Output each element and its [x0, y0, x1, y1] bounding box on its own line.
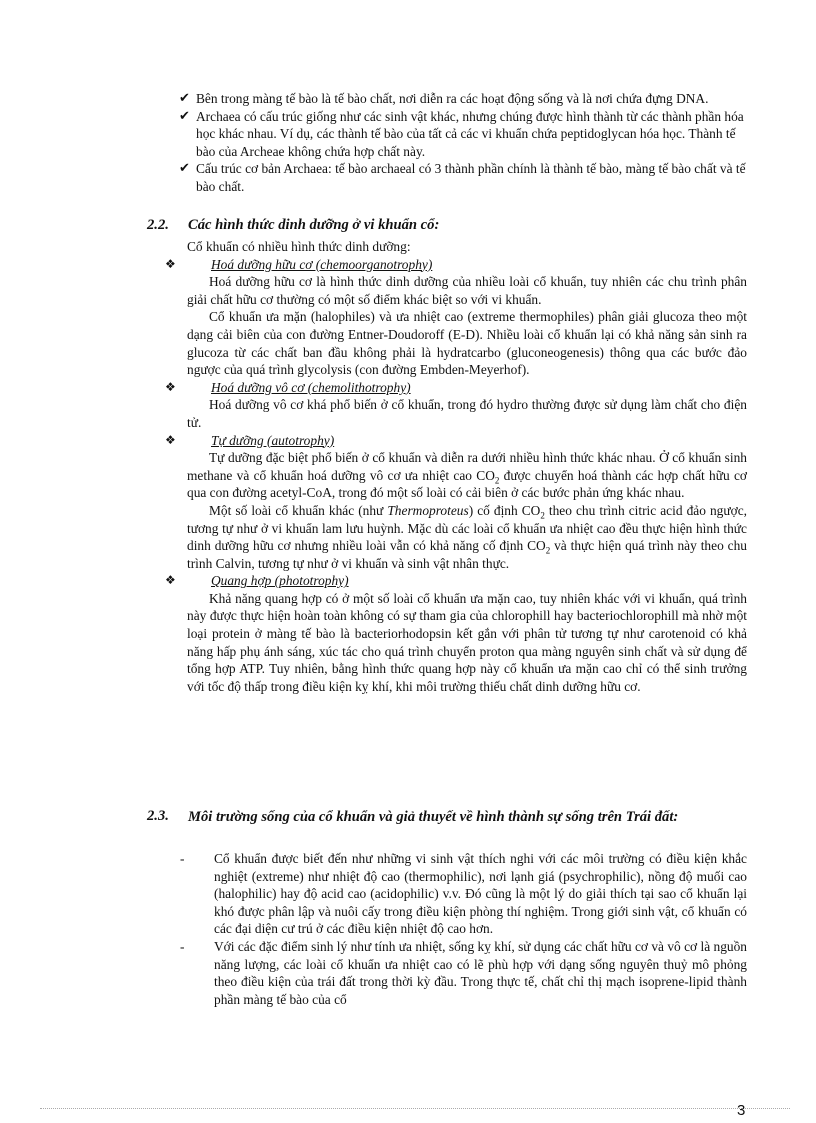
subheading-text: Hoá dưỡng vô cơ (chemolithotrophy) — [211, 379, 411, 395]
checklist-item — [177, 90, 747, 108]
checklist-item — [177, 160, 747, 195]
section-2-3-body — [180, 850, 747, 1008]
page-number: 3 — [737, 1102, 746, 1119]
text-run: theo chu trình citric acid đảo ngược, tương tự như ở vi khuẩn lam lưu huỳnh. Mặc dù các loài cổ khuẩn ưa nhiệt cao đều thực hiện hình thức dinh dưỡng hữu cơ nhưng nhiều loài vẫn có khả năng cố định CO — [187, 502, 747, 554]
paragraph: Hoá dưỡng vô cơ khá phổ biến ở cổ khuẩn, trong đó hydro thường được sử dụng làm chất cho điện tử. — [187, 397, 747, 430]
subscript: 2 — [494, 475, 500, 486]
section-intro: Cổ khuẩn có nhiều hình thức dinh dưỡng: — [187, 239, 411, 254]
checklist-text: Bên trong màng tế bào là tế bào chất, nơi diễn ra các hoạt động sống và là nơi chứa đựng DNA. — [196, 91, 709, 106]
text-run: Tự dưỡng đặc biệt phổ biến ở cổ khuẩn và diễn ra dưới nhiều hình thức khác nhau. Ở cổ khuẩn sinh methane và cổ khuẩn hoá dưỡng vô cơ ưa nhiệt cao CO — [187, 450, 747, 483]
diamond-bullet-icon: ❖ — [165, 432, 176, 447]
footer-divider — [40, 1108, 790, 1109]
diamond-bullet-icon: ❖ — [165, 256, 176, 271]
subheading-chemoorganotrophy — [165, 256, 747, 274]
section-heading-2-2 — [147, 217, 747, 237]
list-text: Với các đặc điểm sinh lý như tính ưa nhiệt, sống kỵ khí, sử dụng các chất hữu cơ và vô cơ là nguồn năng lượng, các loài cổ khuẩn ưa nhiệt cao có lẽ phù hợp với dạng sống nguyên thuỷ mô phỏng theo điều kiện của trái đất trong thời kỳ đầu. Trong thực tế, chất chỉ thị mạch isoprene-lipid thành phần màng tế bào của cổ — [214, 938, 747, 1007]
subheading-text: Hoá dưỡng hữu cơ (chemoorganotrophy) — [211, 256, 433, 272]
subheading-text: Quang hợp (phototrophy) — [211, 573, 349, 589]
diamond-bullet-icon: ❖ — [165, 573, 176, 588]
subheading-autotrophy — [165, 432, 747, 450]
subscript: 2 — [545, 545, 551, 556]
diamond-bullet-icon: ❖ — [165, 379, 176, 394]
text-run: và thực hiện quá trình này theo chu trình Calvin, tương tự như ở vi khuẩn và sinh vật nhân thực. — [187, 538, 747, 571]
dash-bullet: - — [180, 938, 185, 954]
subscript: 2 — [540, 510, 545, 521]
list-item — [180, 938, 747, 1008]
paragraph: Hoá dưỡng hữu cơ là hình thức dinh dưỡng của nhiều loài cổ khuẩn, tuy nhiên các chu trình phân giải chất hữu cơ thường có một số điểm khác biệt so với vi khuẩn. — [187, 274, 747, 307]
italic-species: Thermoproteus — [387, 502, 469, 518]
section-heading-2-3 — [147, 808, 747, 848]
list-item — [180, 850, 747, 938]
list-text: Cổ khuẩn được biết đến như những vi sinh vật thích nghi với các môi trường có điều kiện khắc nghiệt (extreme) như nhiệt độ cao (thermophilic), nơi lạnh giá (psychrophilic), nồng độ muối cao (halophilic) hay độ acid cao (acidophilic) v.v. Đó cũng là một lý do giải thích tại sao cổ khuẩn lại khó được phân lập và nuôi cấy trong điều kiện phòng thí nghiệm. Trong giới sinh vật, cổ khuẩn có các đại diện cư trú ở các điều kiện nhiệt độ cao hơn. — [214, 851, 747, 937]
section-title: Môi trường sống của cổ khuẩn và giả thuyết về hình thành sự sống trên Trái đất: — [188, 809, 679, 825]
paragraph — [187, 502, 747, 572]
paragraph — [187, 449, 747, 502]
checkmark-icon: ✔ — [179, 91, 190, 106]
section-number: 2.3. — [147, 808, 169, 824]
checklist-text: Cấu trúc cơ bản Archaea: tế bào archaeal có 3 thành phần chính là thành tế bào, màng tế bào chất và tế bào chất. — [196, 161, 746, 194]
dash-bullet: - — [180, 851, 185, 866]
subheading-phototrophy — [165, 572, 747, 590]
text-run: được chuyển hoá thành các hợp chất hữu cơ qua con đường acetyl-CoA, trong đó một số loài có cải biên ở các bước phản ứng khác nhau. — [187, 467, 747, 501]
checklist — [177, 90, 747, 196]
text-run: Một số loài cổ khuẩn khác (như — [209, 502, 388, 518]
section-2-2-body — [165, 238, 747, 695]
paragraph: Khả năng quang hợp có ở một số loài cổ khuẩn ưa mặn cao, tuy nhiên khác với vi khuẩn, quá trình này được thực hiện hoàn toàn không có sự tham gia của chlorophill hay bacteriochlorophill mà nhờ một loại protein ở màng tế bào là bacteriorhodopsin kết gắn với phân tử tương tự như carotenoid có khả năng hấp phụ ánh sáng, xúc tác cho quá trình chuyển proton qua màng nguyên sinh chất và sử dụng để tổng hợp ATP. Tuy nhiên, bằng hình thức quang hợp này cổ khuẩn ưa mặn cao chỉ có thể sinh trưởng với tốc độ thấp trong điều kiện kỵ khí, khi môi trường thiếu chất dinh dưỡng hữu cơ. — [187, 590, 747, 694]
checklist-item — [177, 108, 747, 161]
paragraph: Cổ khuẩn ưa mặn (halophiles) và ưa nhiệt cao (extreme thermophiles) phân giải glucoza theo một dạng cải biên của con đường Entner-Doudoroff (E-D). Nhiều loài cổ khuẩn lại có khả năng sản sinh ra glucoza từ các chất ban đầu không phải là hydratcarbo (gluconeogenesis) thông qua các bước đảo ngược của quá trình glycolysis (con đường Embden-Meyerhof). — [187, 309, 747, 378]
subheading-text: Tự dưỡng (autotrophy) — [211, 432, 335, 448]
subheading-chemolithotrophy — [165, 379, 747, 397]
section-title: Các hình thức dinh dưỡng ở vi khuẩn cổ: — [188, 217, 440, 233]
checklist-text: Archaea có cấu trúc giống như các sinh vật khác, nhưng chúng được hình thành từ các thành phần hóa học khác nhau. Ví dụ, các thành tế bào của tất cả các vi khuẩn chứa peptidoglycan hóa học. Thành tế bào của Archeae không chứa hợp chất này. — [196, 108, 744, 159]
text-run: ) cố định CO — [468, 502, 541, 518]
section-number: 2.2. — [147, 217, 169, 233]
checkmark-icon: ✔ — [179, 161, 190, 177]
checkmark-icon: ✔ — [179, 108, 190, 124]
